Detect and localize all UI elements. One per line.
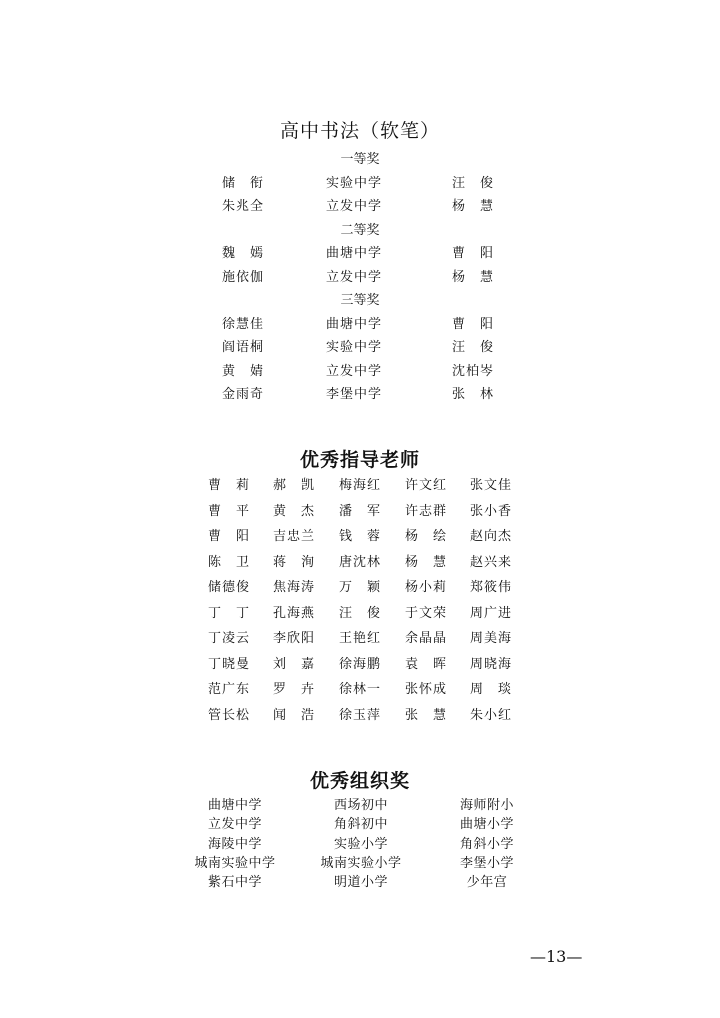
page-number: —13—	[530, 947, 583, 966]
teacher-name: 周 琰	[469, 682, 512, 697]
teacher-name: 万 颖	[338, 580, 381, 595]
teacher-name: 张文佳	[469, 478, 512, 493]
teacher-name: 丁凌云	[207, 631, 250, 646]
teacher-name: 余晶晶	[404, 631, 447, 646]
school-name: 立发中学	[325, 363, 382, 379]
teacher-name: 张怀成	[404, 682, 447, 697]
organization-name: 紫石中学	[207, 875, 262, 891]
teacher-name: 赵兴来	[469, 554, 512, 570]
teacher-name: 杨 绘	[404, 529, 447, 544]
teacher-name: 杨 慧	[451, 199, 494, 214]
organization-name: 西场初中	[333, 798, 388, 813]
organization-name: 李堡小学	[459, 855, 514, 871]
teacher-name: 曹 莉	[207, 478, 250, 493]
teacher-name: 孔海燕	[272, 605, 315, 621]
organization-name: 城南实验小学	[320, 855, 402, 871]
organization-name: 城南实验中学	[194, 855, 276, 871]
teacher-name: 储德俊	[207, 580, 250, 595]
teacher-name: 唐沈林	[338, 554, 381, 570]
organization-name: 角斜初中	[333, 817, 388, 833]
teacher-name: 周晓海	[469, 656, 512, 672]
teachers-section-title: 优秀指导老师	[299, 449, 420, 471]
teacher-name: 杨 慧	[404, 554, 447, 570]
student-name: 徐慧佳	[221, 316, 264, 332]
teacher-name: 吉忠兰	[272, 529, 315, 544]
teacher-name: 郝 凯	[272, 478, 315, 493]
school-name: 实验中学	[325, 175, 382, 191]
organization-name: 海陵中学	[207, 836, 262, 852]
teacher-name: 许文红	[404, 478, 447, 493]
teacher-name: 汪 俊	[338, 605, 381, 621]
student-name: 黄 婧	[221, 363, 264, 379]
teacher-name: 黄 杰	[272, 503, 315, 519]
school-name: 李堡中学	[325, 387, 382, 402]
teacher-name: 许志群	[404, 503, 447, 519]
teacher-name: 张 慧	[404, 707, 447, 723]
teacher-name: 汪 俊	[451, 175, 494, 191]
teacher-name: 徐林一	[338, 682, 381, 697]
teacher-name: 郑筱伟	[469, 580, 512, 595]
student-name: 金雨奇	[221, 387, 264, 402]
organization-name: 实验小学	[333, 836, 388, 852]
organization-name: 曲塘中学	[207, 798, 262, 813]
teacher-name: 李欣阳	[272, 631, 315, 646]
organization-name: 角斜小学	[459, 836, 514, 852]
school-name: 曲塘中学	[325, 316, 382, 332]
teacher-name: 周广进	[469, 605, 512, 621]
teacher-name: 钱 蓉	[338, 529, 381, 544]
teacher-name: 焦海涛	[272, 580, 315, 595]
award-level-heading: 一等奖	[340, 152, 380, 167]
teacher-name: 丁 丁	[207, 605, 250, 621]
school-name: 实验中学	[325, 340, 382, 355]
school-name: 曲塘中学	[325, 246, 382, 261]
teacher-name: 潘 军	[338, 503, 381, 519]
teacher-name: 王艳红	[338, 631, 381, 646]
student-name: 魏 嫣	[221, 246, 264, 261]
teacher-name: 曹 阳	[207, 529, 250, 544]
teacher-name: 徐玉萍	[338, 707, 381, 723]
school-name: 立发中学	[325, 199, 382, 214]
teacher-name: 杨小莉	[404, 580, 447, 595]
organization-name: 明道小学	[333, 875, 388, 891]
teacher-name: 曹 阳	[451, 246, 494, 261]
student-name: 阎语桐	[221, 340, 264, 355]
award-level-heading: 三等奖	[340, 293, 380, 308]
teacher-name: 曹 阳	[451, 316, 494, 332]
teacher-name: 徐海鹏	[338, 656, 381, 672]
student-name: 储 衔	[221, 175, 264, 191]
teacher-name: 朱小红	[469, 707, 512, 723]
student-name: 朱兆全	[221, 199, 264, 214]
teacher-name: 杨 慧	[451, 269, 494, 285]
student-name: 施依伽	[221, 269, 264, 285]
teacher-name: 蒋 洵	[272, 554, 315, 570]
teacher-name: 赵向杰	[469, 529, 512, 544]
teacher-name: 闻 浩	[272, 707, 315, 723]
teacher-name: 张小香	[469, 503, 512, 519]
teacher-name: 刘 嘉	[272, 656, 315, 672]
teacher-name: 张 林	[451, 387, 494, 402]
teacher-name: 梅海红	[338, 478, 381, 493]
teacher-name: 管长松	[207, 707, 250, 723]
organization-name: 立发中学	[207, 817, 262, 833]
organization-section-title: 优秀组织奖	[309, 770, 410, 792]
teacher-name: 陈 卫	[207, 554, 250, 570]
teacher-name: 丁晓曼	[207, 656, 250, 672]
teacher-name: 周美海	[469, 631, 512, 646]
organization-name: 海师附小	[459, 798, 514, 813]
teacher-name: 罗 卉	[272, 682, 315, 697]
organization-name: 少年宫	[466, 875, 508, 891]
calligraphy-section-title: 高中书法（软笔）	[279, 120, 440, 142]
organization-name: 曲塘小学	[459, 817, 514, 833]
teacher-name: 范广东	[207, 682, 250, 697]
award-level-heading: 二等奖	[340, 222, 380, 238]
school-name: 立发中学	[325, 269, 382, 285]
teacher-name: 沈柏岑	[451, 363, 494, 379]
teacher-name: 曹 平	[207, 503, 250, 519]
teacher-name: 汪 俊	[451, 340, 494, 355]
teacher-name: 袁 晖	[404, 656, 447, 672]
teacher-name: 于文荣	[404, 605, 447, 621]
